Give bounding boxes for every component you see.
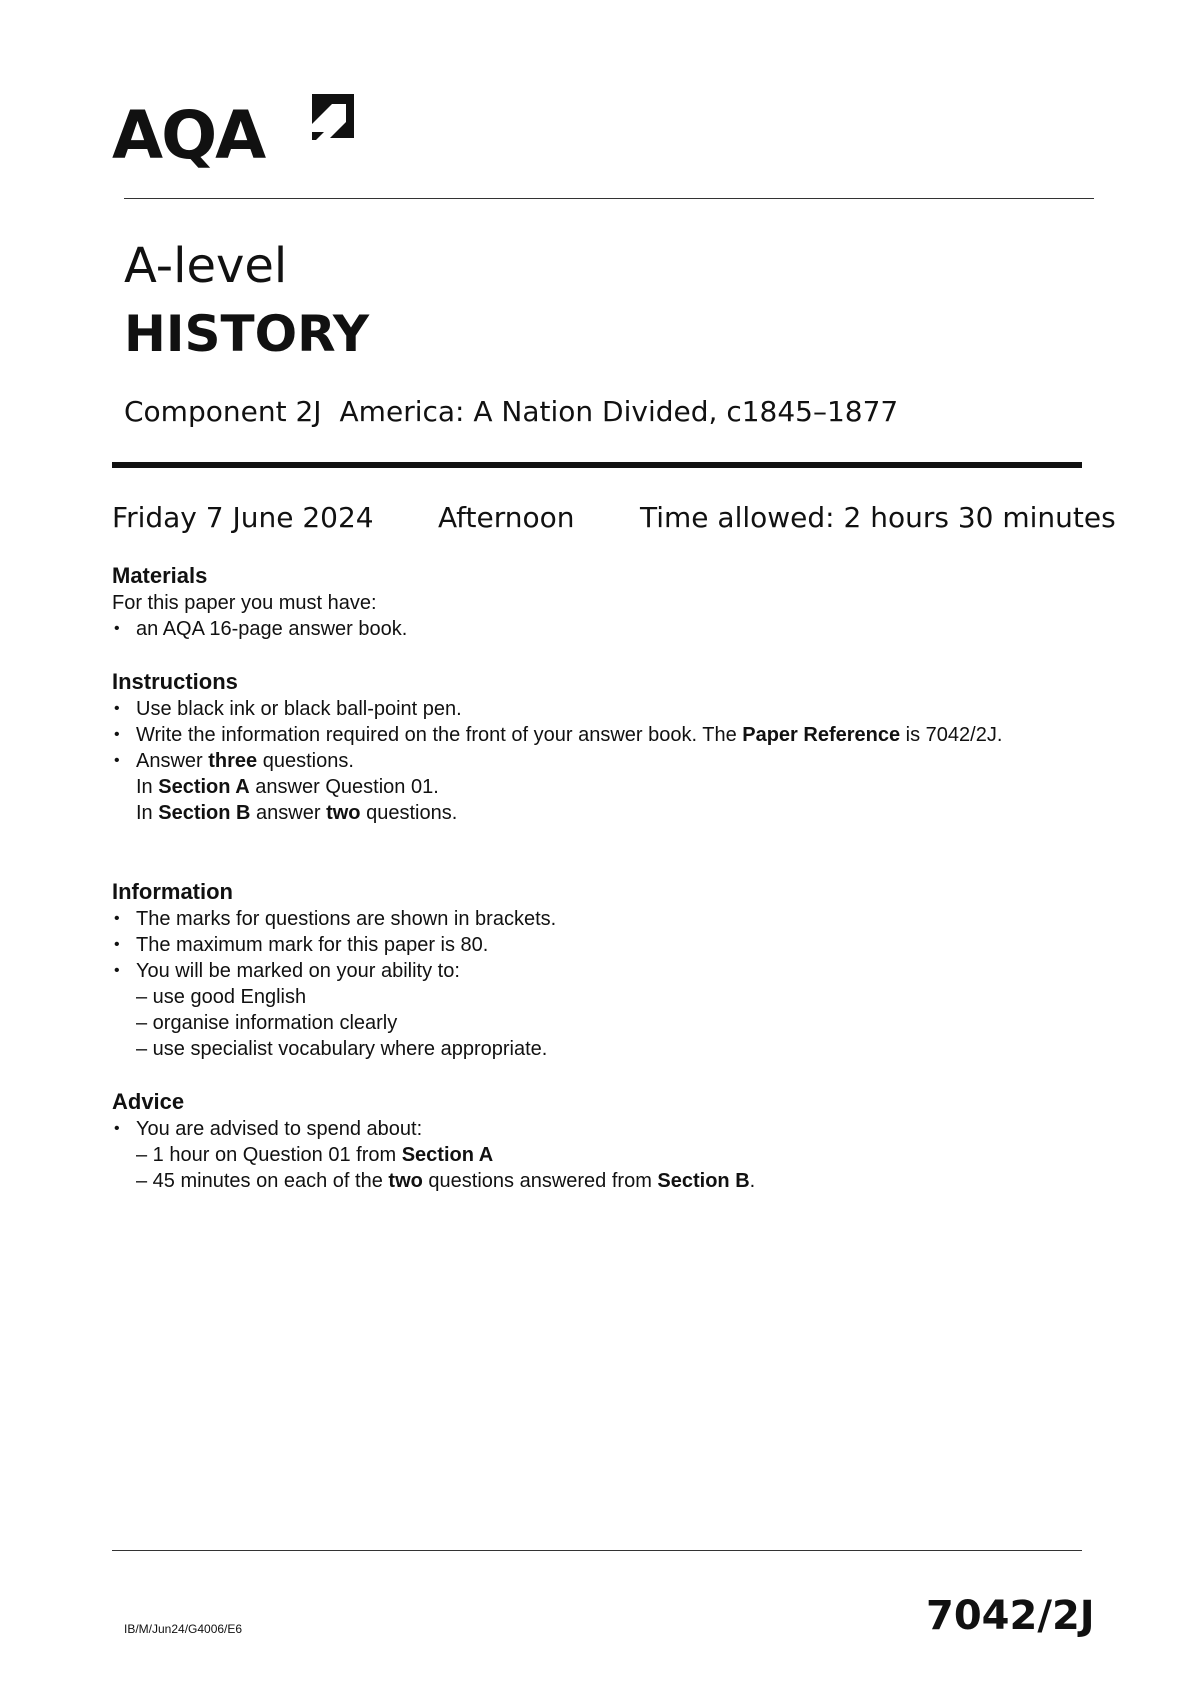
materials-list	[112, 616, 1072, 642]
time-allowed: Time allowed: 2 hours 30 minutes	[640, 501, 1116, 534]
component-line	[124, 394, 898, 430]
list-item: • an AQA 16-page answer book.	[112, 616, 1072, 642]
component-title: America: A Nation Divided, c1845–1877	[339, 395, 899, 428]
list-item: • The marks for questions are shown in brackets.	[112, 906, 1072, 932]
exam-session: Afternoon	[438, 501, 575, 534]
sub-item: – 1 hour on Question 01 from Section A	[136, 1144, 494, 1166]
exam-date: Friday 7 June 2024	[112, 501, 374, 534]
qualification-level: A-level	[124, 238, 288, 294]
information-section	[112, 878, 1072, 1062]
header-rule	[124, 198, 1094, 199]
list-item: • Write the information required on the front of your answer book. The Paper Reference is 7042/2J.	[112, 722, 1072, 748]
subject-title: HISTORY	[124, 305, 370, 363]
instructions-heading: Instructions	[112, 669, 238, 694]
sub-item: – use good English	[136, 986, 307, 1008]
materials-heading: Materials	[112, 563, 208, 588]
materials-intro: For this paper you must have:	[112, 592, 377, 614]
instructions-section	[112, 668, 1072, 826]
list-item: • The maximum mark for this paper is 80.	[112, 932, 1072, 958]
advice-heading: Advice	[112, 1089, 185, 1114]
sub-item: – 45 minutes on each of the two questions answered from Section B.	[136, 1170, 756, 1192]
footer-rule	[112, 1550, 1082, 1551]
sub-item: – use specialist vocabulary where appropriate.	[136, 1038, 548, 1060]
list-item: • Use black ink or black ball-point pen.	[112, 696, 1072, 722]
aqa-tick-icon	[310, 92, 356, 142]
list-item: • Answer three questions. In Section A answer Question 01. In Section B answer two questions.	[112, 748, 1072, 826]
list-item: • You will be marked on your ability to: – use good English – organise information clearly – use specialist vocabulary where appropriate.	[112, 958, 1072, 1062]
list-item: • You are advised to spend about: – 1 hour on Question 01 from Section A – 45 minutes on each of the two questions answered from Section B.	[112, 1116, 1072, 1194]
paper-code: 7042/2J	[926, 1593, 1095, 1639]
information-heading: Information	[112, 879, 233, 904]
document-reference: IB/M/Jun24/G4006/E6	[124, 1622, 243, 1636]
materials-section	[112, 562, 1072, 642]
component-code: Component 2J	[124, 395, 322, 428]
title-divider	[112, 462, 1082, 468]
logo-text: AQA	[112, 97, 265, 174]
advice-section	[112, 1088, 1072, 1194]
instructions-list	[112, 696, 1072, 826]
advice-list	[112, 1116, 1072, 1194]
information-list	[112, 906, 1072, 1062]
sub-item: – organise information clearly	[136, 1012, 398, 1034]
